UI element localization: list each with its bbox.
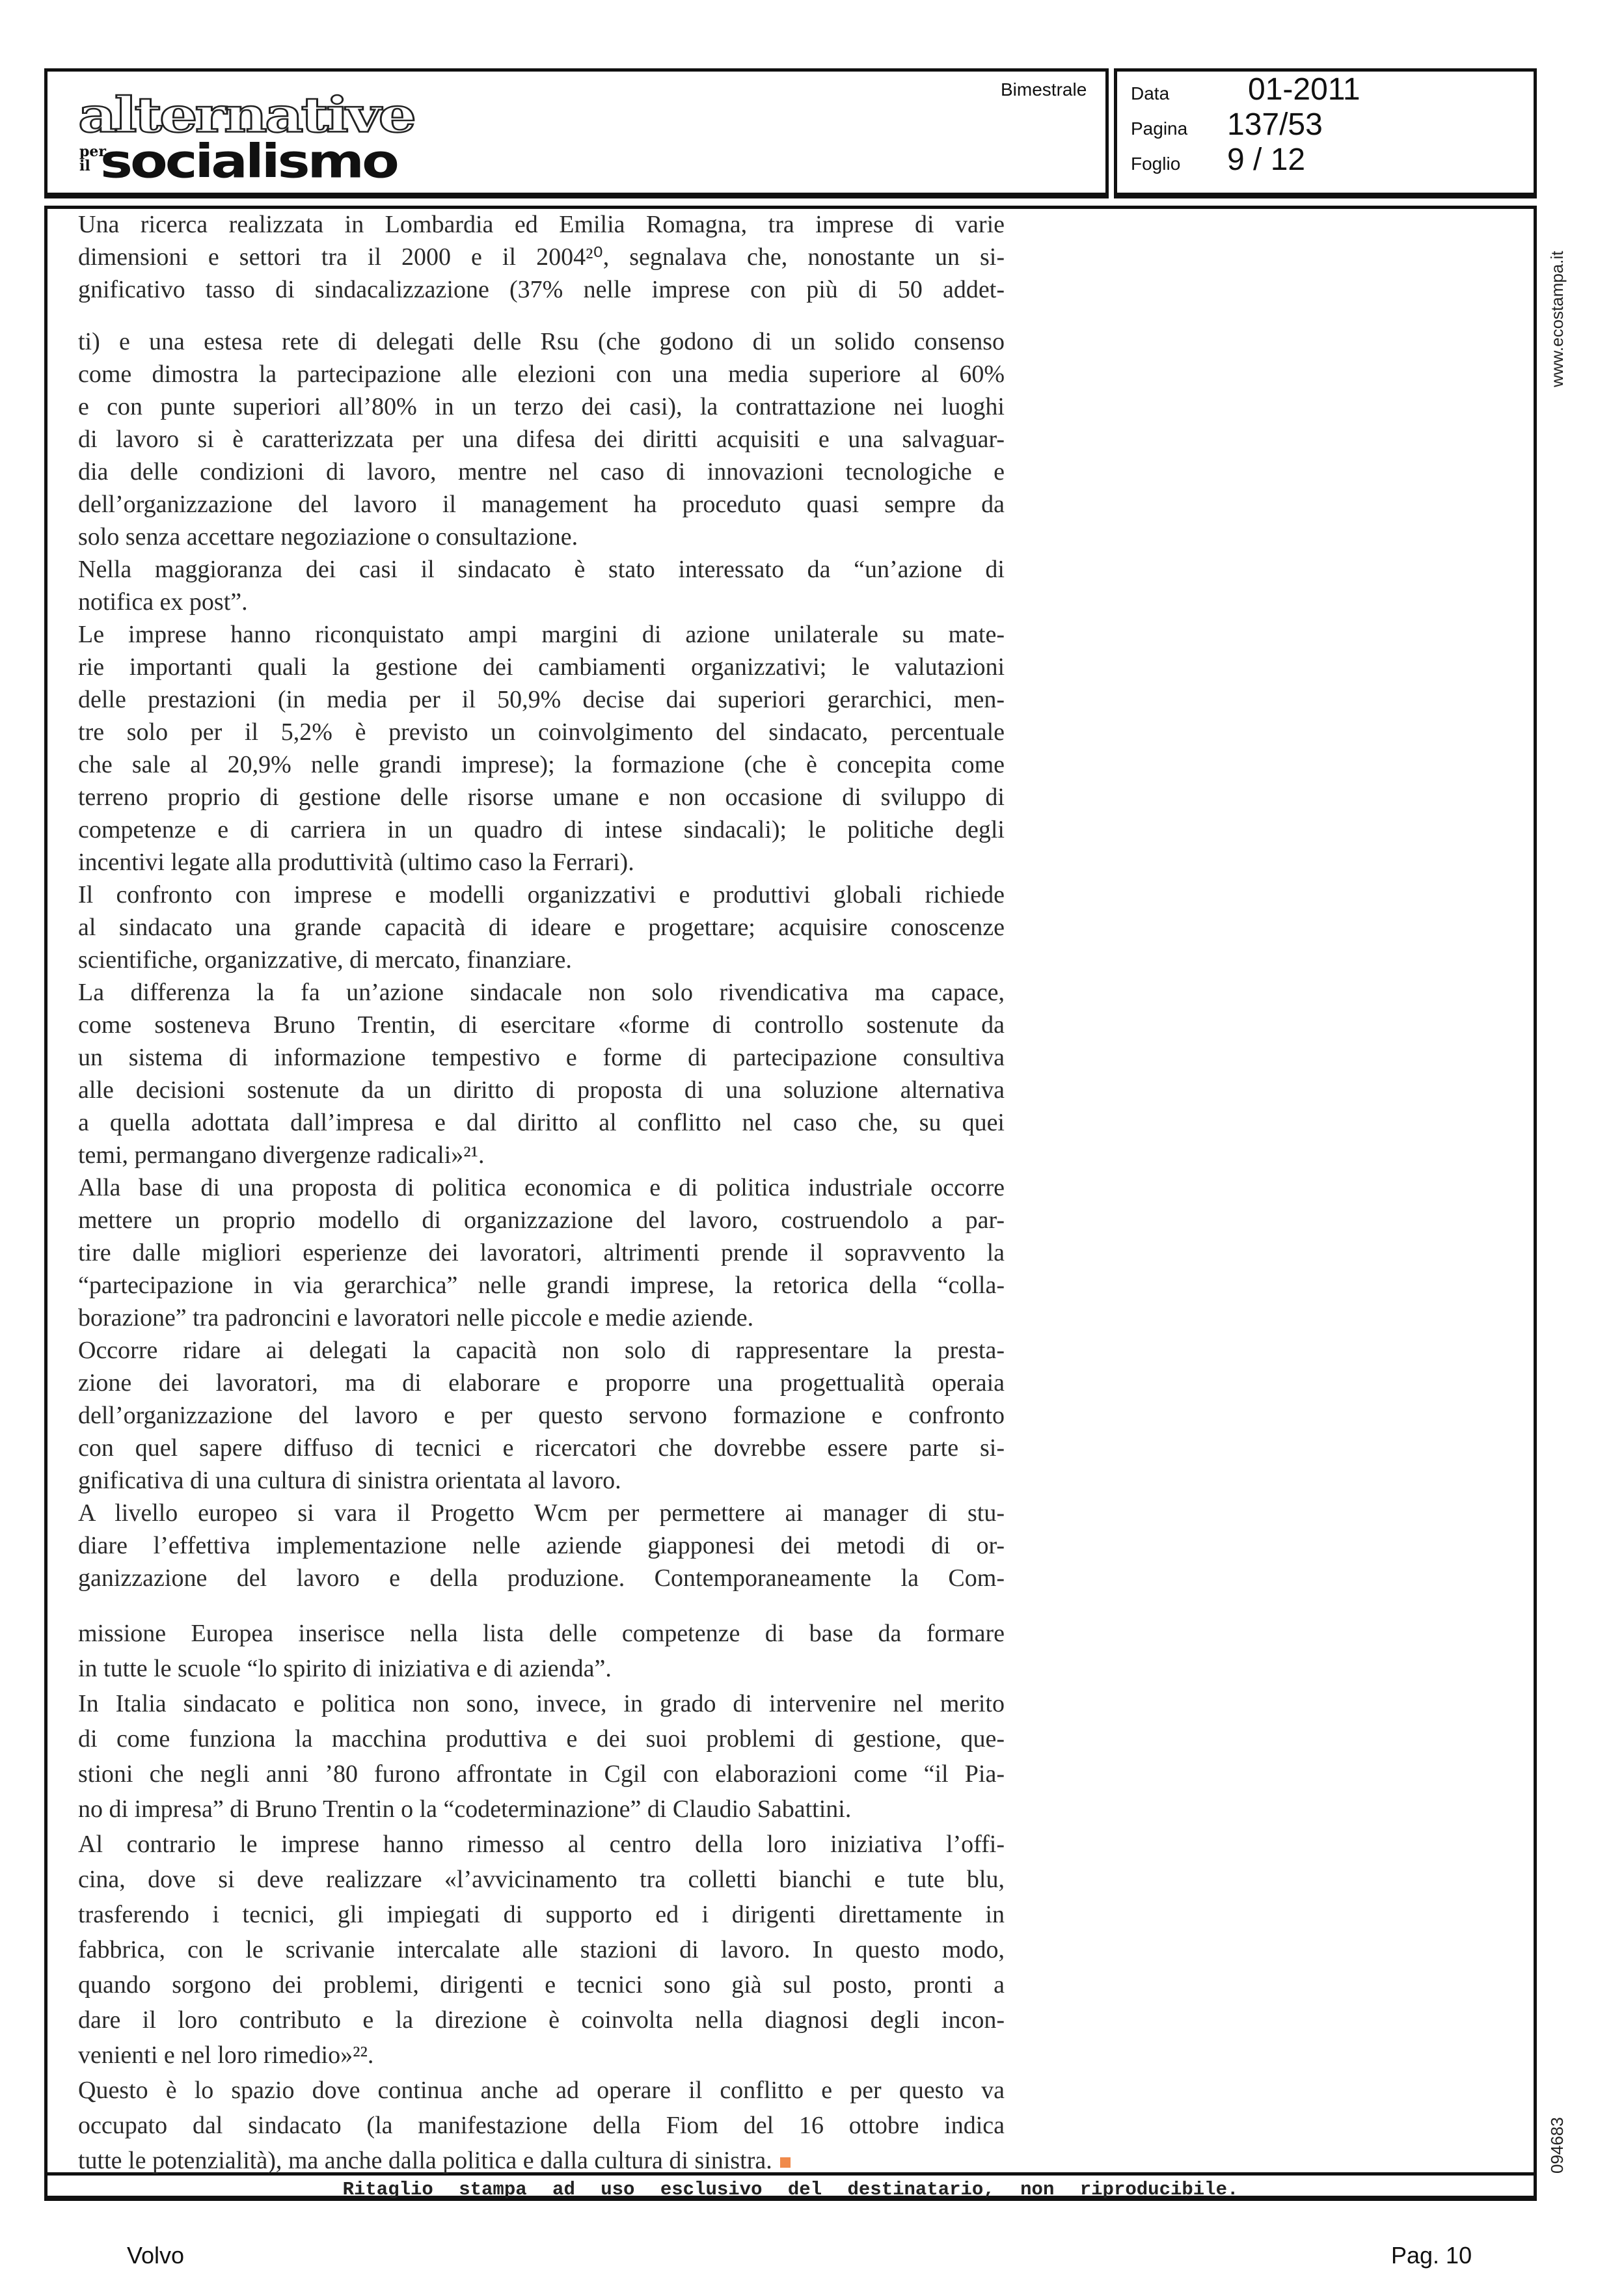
article-end-mark-icon xyxy=(780,2157,791,2168)
text-line: cina, dove si deve realizzare «l’avvicinamento tra colletti bianchi e tute blu, xyxy=(78,1866,1005,1893)
text-line: competenze e di carriera in un quadro di intese sindacali); le politiche degli xyxy=(78,816,1005,843)
foglio-label: Foglio xyxy=(1131,154,1181,174)
text-line: dell’organizzazione del lavoro il management ha proceduto quasi sempre da xyxy=(78,491,1005,518)
text-line: temi, permangano divergenze radicali»²¹. xyxy=(78,1141,485,1169)
text-line: fabbrica, con le scrivanie intercalate alle stazioni di lavoro. In questo modo, xyxy=(78,1936,1005,1963)
text-line: stioni che negli anni ’80 furono affrontate in Cgil con elaborazioni come “il Pia- xyxy=(78,1760,1005,1788)
article-block-2 xyxy=(78,325,1005,1594)
data-value: 01-2011 xyxy=(1248,72,1360,107)
text-line: dell’organizzazione del lavoro e per questo servono formazione e confronto xyxy=(78,1402,1005,1429)
text-line: delle prestazioni (in media per il 50,9% decise dai superiori gerarchici, men- xyxy=(78,686,1005,713)
text-line: venienti e nel loro rimedio»²². xyxy=(78,2041,374,2069)
text-line: al sindacato una grande capacità di ideare e progettare; acquisire conoscenze xyxy=(78,914,1005,941)
text-line: di lavoro si è caratterizzata per una difesa dei diritti acquisiti e una salvaguar- xyxy=(78,426,1005,453)
text-line: borazione” tra padroncini e lavoratori nelle piccole e medie aziende. xyxy=(78,1304,754,1331)
text-line: ganizzazione del lavoro e della produzione. Contemporaneamente la Com- xyxy=(78,1564,1005,1592)
text-line: notifica ex post”. xyxy=(78,588,248,616)
text-line: Al contrario le imprese hanno rimesso al centro della loro iniziativa l’offi- xyxy=(78,1831,1005,1858)
text-line: alle decisioni sostenute da un diritto di proposta di una soluzione alternativa xyxy=(78,1076,1005,1104)
text-line: A livello europeo si vara il Progetto Wcm per permettere ai manager di stu- xyxy=(78,1499,1005,1527)
text-line: che sale al 20,9% nelle grandi imprese); la formazione (che è concepita come xyxy=(78,751,1005,778)
text-line: Una ricerca realizzata in Lombardia ed Emilia Romagna, tra imprese di varie xyxy=(78,211,1005,238)
text-line: trasferendo i tecnici, gli impiegati di supporto ed i dirigenti direttamente in xyxy=(78,1901,1005,1928)
logo-alternative: alternative xyxy=(78,87,414,143)
text-line: un sistema di informazione tempestivo e forme di partecipazione consultiva xyxy=(78,1044,1005,1071)
text-line: zione dei lavoratori, ma di elaborare e proporre una progettualità operaia xyxy=(78,1369,1005,1397)
text-line: Il confronto con imprese e modelli organizzativi e produttivi globali richiede xyxy=(78,881,1005,908)
text-line: dare il loro contributo e la direzione è coinvolta nella diagnosi degli incon- xyxy=(78,2006,1005,2034)
text-line: In Italia sindacato e politica non sono, invece, in grado di intervenire nel merito xyxy=(78,1690,1005,1717)
text-line: occupato dal sindacato (la manifestazione della Fiom del 16 ottobre indica xyxy=(78,2112,1005,2139)
text-line: incentivi legate alla produttività (ultimo caso la Ferrari). xyxy=(78,849,634,876)
foglio-value: 9 / 12 xyxy=(1227,143,1306,177)
text-line: solo senza accettare negoziazione o consultazione. xyxy=(78,523,578,551)
text-line: di come funziona la macchina produttiva e dei suoi problemi di gestione, que- xyxy=(78,1725,1005,1753)
text-line: tre solo per il 5,2% è previsto un coinvolgimento del sindacato, percentuale xyxy=(78,718,1005,746)
clipping-code: 094683 xyxy=(1547,2117,1567,2174)
text-line: La differenza la fa un’azione sindacale non solo rivendicativa ma capace, xyxy=(78,979,1005,1006)
text-line: dimensioni e settori tra il 2000 e il 2004²⁰, segnalava che, nonostante un si- xyxy=(78,243,1005,271)
footer-client: Volvo xyxy=(127,2242,185,2269)
text-line: Alla base di una proposta di politica economica e di politica industriale occorre xyxy=(78,1174,1005,1201)
text-line: “partecipazione in via gerarchica” nelle grandi imprese, la retorica della “colla- xyxy=(78,1272,1005,1299)
text-line: gnificativo tasso di sindacalizzazione (37% nelle imprese con più di 50 addet- xyxy=(78,276,1005,303)
pagina-value: 137/53 xyxy=(1227,107,1323,142)
text-line: a quella adottata dall’impresa e dal diritto al conflitto nel caso che, su quei xyxy=(78,1109,1005,1136)
publication-logo xyxy=(78,87,416,189)
text-line: Questo è lo spazio dove continua anche ad operare il conflitto e per questo va xyxy=(78,2077,1005,2104)
text-line: quando sorgono dei problemi, dirigenti e tecnici sono già sul posto, pronti a xyxy=(78,1971,1005,1999)
logo-per-il: per il xyxy=(79,143,106,174)
frequency-label: Bimestrale xyxy=(1001,79,1087,100)
text-line: dia delle condizioni di lavoro, mentre nel caso di innovazioni tecnologiche e xyxy=(78,458,1005,485)
text-line: Occorre ridare ai delegati la capacità non solo di rappresentare la presta- xyxy=(78,1337,1005,1364)
text-line: missione Europea inserisce nella lista delle competenze di base da formare xyxy=(78,1620,1005,1647)
text-line: terreno proprio di gestione delle risorse umane e non occasione di sviluppo di xyxy=(78,784,1005,811)
reproduction-notice: Ritaglio stampa ad uso esclusivo del destinatario, non riproducibile. xyxy=(342,2179,1239,2200)
pagina-label: Pagina xyxy=(1131,118,1188,139)
text-line: scientifiche, organizzative, di mercato, finanziare. xyxy=(78,946,572,974)
footer-page-number: Pag. 10 xyxy=(1391,2242,1472,2269)
text-line: tire dalle migliori esperienze dei lavoratori, altrimenti prende il sopravvento la xyxy=(78,1239,1005,1266)
logo-socialismo: socialismo xyxy=(100,134,397,189)
data-label: Data xyxy=(1131,83,1170,103)
text-line: ti) e una estesa rete di delegati delle Rsu (che godono di un solido consenso xyxy=(78,328,1005,355)
text-line: come sosteneva Bruno Trentin, di esercitare «forme di controllo sostenute da xyxy=(78,1011,1005,1039)
text-line: diare l’effettiva implementazione nelle aziende giapponesi dei metodi di or- xyxy=(78,1532,1005,1559)
article-block-1 xyxy=(78,208,1005,306)
text-line: gnificativa di una cultura di sinistra orientata al lavoro. xyxy=(78,1467,621,1494)
ecostampa-site: www.ecostampa.it xyxy=(1547,251,1567,387)
article-block-3 xyxy=(78,1616,1005,2178)
text-line: Nella maggioranza dei casi il sindacato è stato interessato da “un’azione di xyxy=(78,556,1005,583)
text-line: tutte le potenzialità), ma anche dalla politica e dalla cultura di sinistra. xyxy=(78,2143,1005,2178)
text-line: in tutte le scuole “lo spirito di iniziativa e di azienda”. xyxy=(78,1655,612,1682)
text-line: come dimostra la partecipazione alle elezioni con una media superiore al 60% xyxy=(78,361,1005,388)
text-line: Le imprese hanno riconquistato ampi margini di azione unilaterale su mate- xyxy=(78,621,1005,648)
text-line: mettere un proprio modello di organizzazione del lavoro, costruendolo a par- xyxy=(78,1207,1005,1234)
text-line: no di impresa” di Bruno Trentin o la “codeterminazione” di Claudio Sabattini. xyxy=(78,1795,852,1823)
text-line: rie importanti quali la gestione dei cambiamenti organizzativi; le valutazioni xyxy=(78,653,1005,681)
text-line: con quel sapere diffuso di tecnici e ricercatori che dovrebbe essere parte si- xyxy=(78,1434,1005,1462)
text-line: e con punte superiori all’80% in un terzo dei casi), la contrattazione nei luoghi xyxy=(78,393,1005,420)
